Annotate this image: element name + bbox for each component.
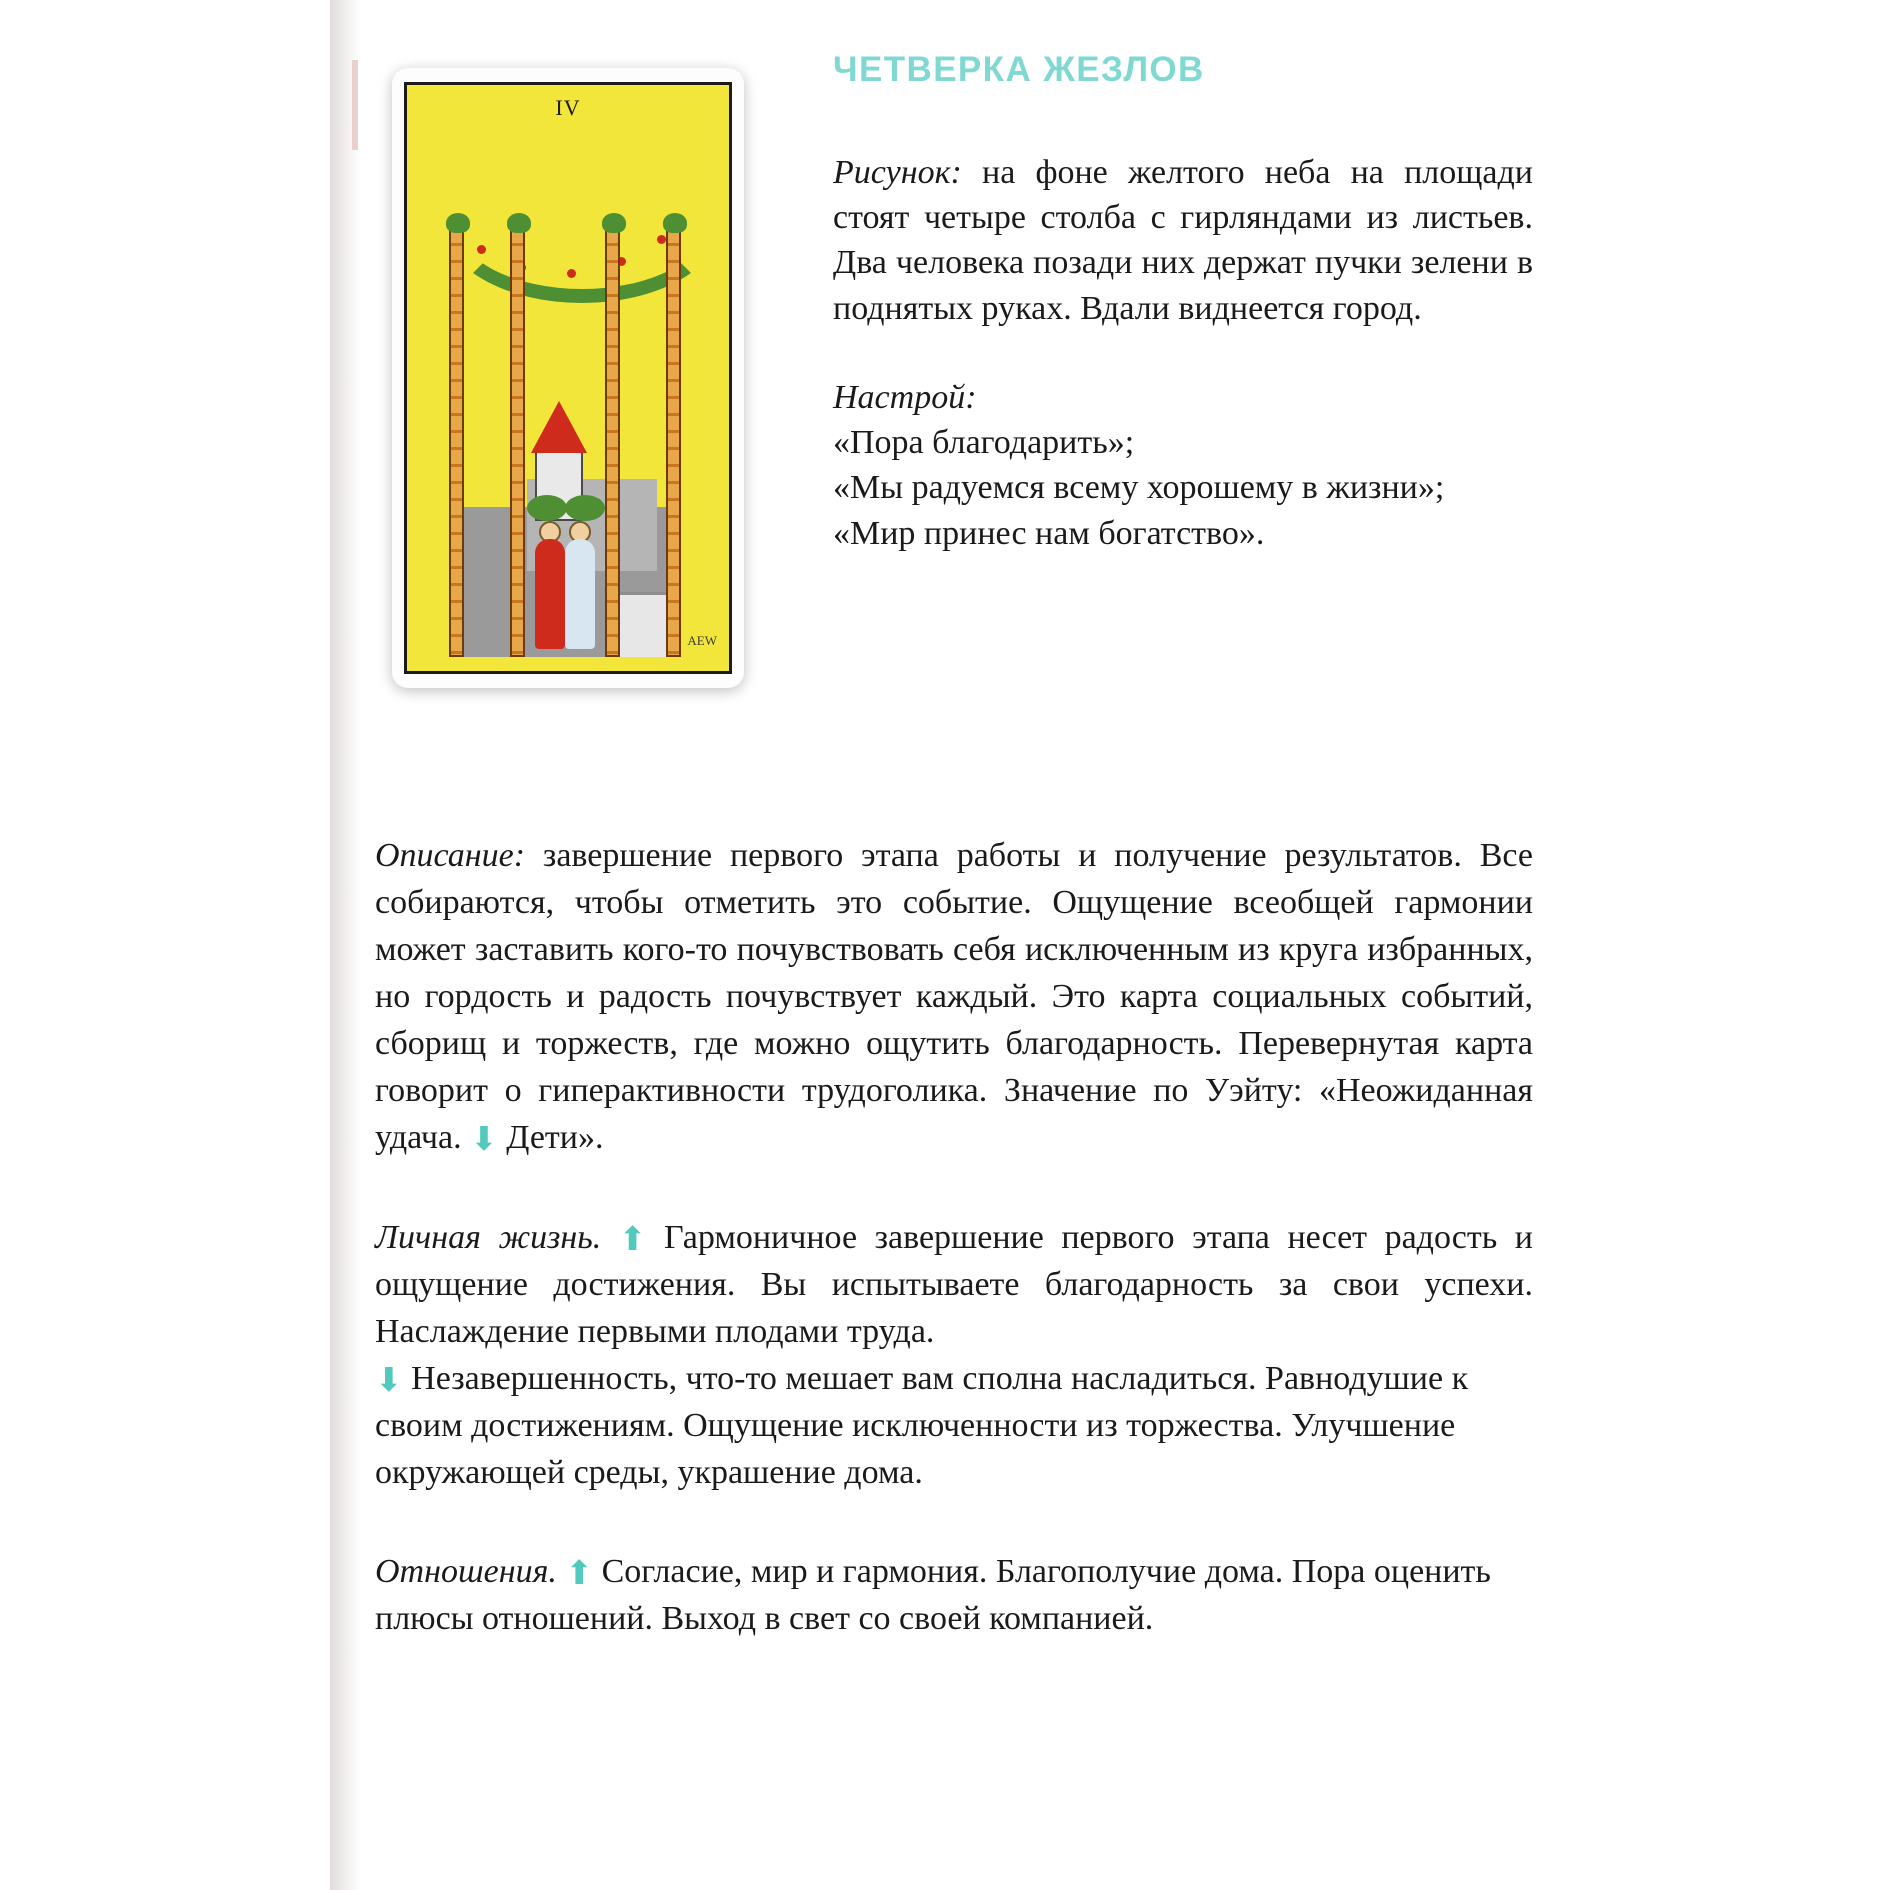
mood-line-2: «Мы радуемся всему хорошему в жизни»;	[833, 469, 1445, 507]
relations-text: Согласие, мир и гармония. Благополучие дома. Пора оценить плюсы отношений. Выход в свет со своей компанией.	[375, 1553, 1491, 1638]
garland-berry	[477, 245, 486, 254]
wand-3-shape	[605, 227, 620, 657]
page-title: ЧЕТВЕРКА ЖЕЗЛОВ	[833, 50, 1205, 89]
wand-4-shape	[666, 227, 681, 657]
wand-leaf-icon	[602, 213, 626, 233]
description-block	[375, 832, 1533, 1162]
relations-label: Отношения.	[375, 1553, 557, 1591]
arrow-down-icon: ⬇	[470, 1122, 498, 1159]
wand-leaf-icon	[446, 213, 470, 233]
personal-life-block	[375, 1214, 1533, 1496]
artist-signature: AEW	[687, 633, 717, 648]
bouquet-left-shape	[527, 495, 567, 521]
tower-roof-shape	[531, 401, 587, 453]
personal-life-label: Личная жизнь.	[375, 1218, 602, 1256]
garland-berry	[567, 269, 576, 278]
spacer	[833, 331, 1533, 375]
tarot-card-art	[404, 82, 732, 674]
drawing-label: Рисунок:	[833, 154, 962, 191]
wand-leaf-icon	[507, 213, 531, 233]
relations-paragraph	[375, 1548, 1533, 1642]
wand-1-shape	[449, 227, 464, 657]
mood-line-3: «Мир принес нам богатство».	[833, 514, 1265, 552]
personal-life-paragraph	[375, 1214, 1533, 1355]
arrow-up-icon: ⬆	[565, 1556, 594, 1593]
wand-leaf-icon	[663, 213, 687, 233]
page-edge-mark	[352, 60, 358, 150]
bouquet-right-shape	[565, 495, 605, 521]
arrow-up-icon: ⬆	[618, 1221, 647, 1258]
wand-2-shape	[510, 227, 525, 657]
relations-block	[375, 1548, 1533, 1642]
figure-left-shape	[535, 539, 565, 649]
description-label: Описание:	[375, 837, 526, 874]
right-column-text	[833, 150, 1533, 556]
description-paragraph	[375, 832, 1533, 1162]
figure-right-shape	[565, 539, 595, 649]
tarot-card-image	[392, 68, 744, 688]
page-gutter-shadow	[330, 0, 360, 1890]
card-numeral: IV	[555, 95, 581, 120]
mood-line-1: «Пора благодарить»;	[833, 424, 1135, 462]
main-column-text	[375, 832, 1533, 1642]
description-tail: Дети».	[506, 1119, 604, 1157]
arrow-down-icon: ⬇	[375, 1362, 403, 1399]
personal-life-reversed-paragraph	[375, 1355, 1533, 1496]
mood-label: Настрой:	[833, 378, 977, 416]
personal-life-upright-text: Гармоничное завершение первого этапа несет радость и ощущение достижения. Вы испытываете благодарность за свои успехи. Наслаждение первыми плодами труда.	[375, 1218, 1534, 1350]
drawing-text: на фоне желтого неба на площади стоят четыре столба с гирляндами из листьев. Два человека позади них держат пучки зелени в поднятых руках. Вдали виднеется город.	[833, 154, 1533, 327]
garland-berry	[657, 235, 666, 244]
drawing-paragraph	[833, 150, 1533, 331]
description-text: завершение первого этапа работы и получение результатов. Все собираются, чтобы отметить это событие. Ощущение всеобщей гармонии может заставить кого-то почувствовать себя исключенным из круга избранных, но гордость и радость почувствует каждый. Это карта социальных событий, сборищ и торжеств, где можно ощутить благодарность. Перевернутая карта говорит о гиперактивности трудоголика. Значение по Уэйту: «Неожиданная удача.	[375, 837, 1533, 1157]
personal-life-reversed-text: Незавершенность, что-то мешает вам сполна насладиться. Равнодушие к своим достижениям. Ощущение исключенности из торжества. Улучшение окружающей среды, украшение дома.	[375, 1359, 1469, 1491]
